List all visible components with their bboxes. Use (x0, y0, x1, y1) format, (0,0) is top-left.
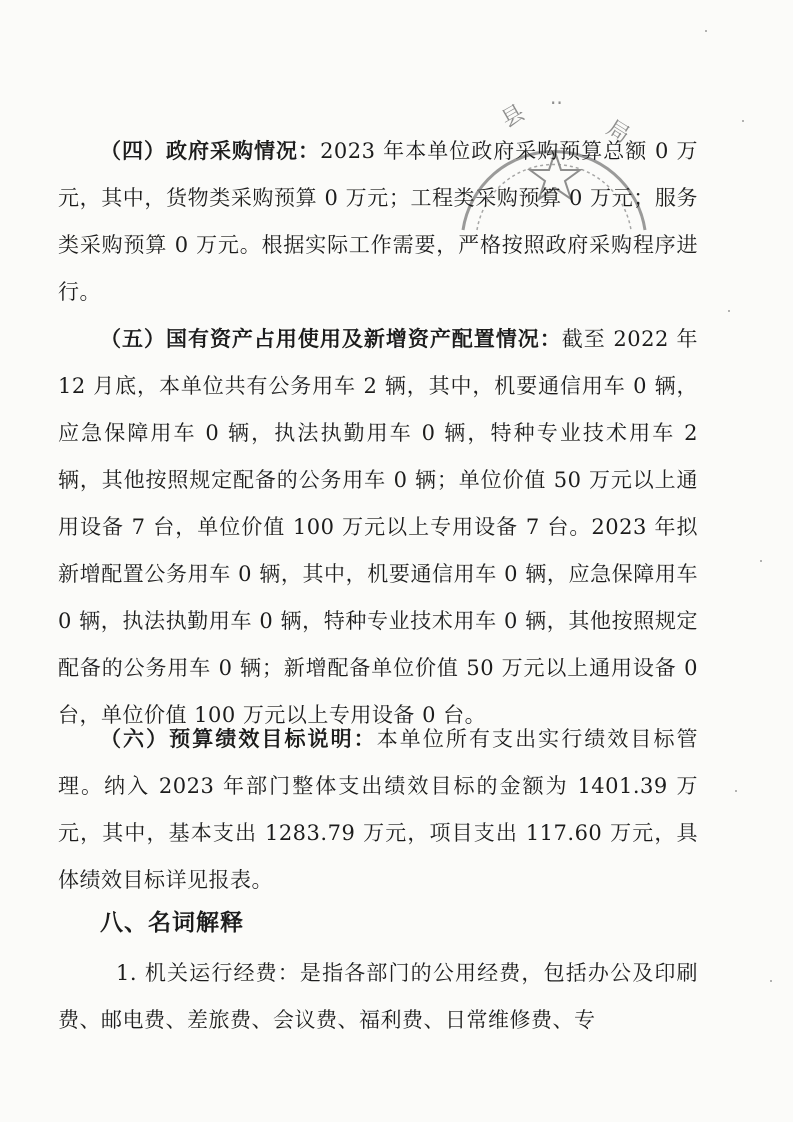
svg-text:··: ·· (550, 91, 563, 115)
section-six-paragraph (58, 716, 698, 904)
section-six-heading: （六）预算绩效目标说明： (100, 727, 377, 751)
section-four-heading: （四）政府采购情况： (100, 139, 321, 163)
term-one-body: 1. 机关运行经费：是指各部门的公用经费，包括办公及印刷费、邮电费、差旅费、会议费、福利费、日常维修费、专 (58, 961, 698, 1032)
scan-speck (735, 790, 737, 792)
scan-speck (705, 30, 707, 32)
scan-speck (742, 120, 744, 122)
section-five-paragraph (58, 316, 698, 739)
section-five-body: 截至 2022 年 12 月底，本单位共有公务用车 2 辆，其中，机要通信用车 0 辆，应急保障用车 0 辆，执法执勤用车 0 辆，特种专业技术用车 2 辆，其他按照规定配备的公务用车 0 辆；单位价值 50 万元以上通用设备 7 台，单位价值 100 万元以上专用设备 7 台。2023 年拟新增配置公务用车 0 辆，其中，机要通信用车 0 辆，应急保障用车 0 辆，执法执勤用车 0 辆，特种专业技术用车 0 辆，其他按照规定配备的公务用车 0 辆；新增配备单位价值 50 万元以上通用设备 0 台，单位价值 100 万元以上专用设备 0 台。 (58, 327, 699, 727)
scan-speck (770, 980, 772, 982)
svg-text:县: 县 (497, 100, 530, 134)
section-eight-heading: 八、名词解释 (100, 910, 244, 936)
svg-text:局: 局 (601, 115, 634, 149)
section-four-paragraph (58, 128, 698, 316)
section-four-body: 2023 年本单位政府采购预算总额 0 万元，其中，货物类采购预算 0 万元；工程类采购预算 0 万元；服务类采购预算 0 万元。根据实际工作需要，严格按照政府采购程序进行。 (58, 139, 698, 304)
term-one-paragraph (58, 950, 698, 1044)
scan-speck (728, 310, 730, 312)
section-five-heading: （五）国有资产占用使用及新增资产配置情况： (100, 327, 562, 351)
scan-speck (760, 560, 762, 562)
section-six-body: 本单位所有支出实行绩效目标管理。纳入 2023 年部门整体支出绩效目标的金额为 1401.39 万元，其中，基本支出 1283.79 万元，项目支出 117.60 万元，具体绩效目标详见报表。 (58, 727, 699, 892)
